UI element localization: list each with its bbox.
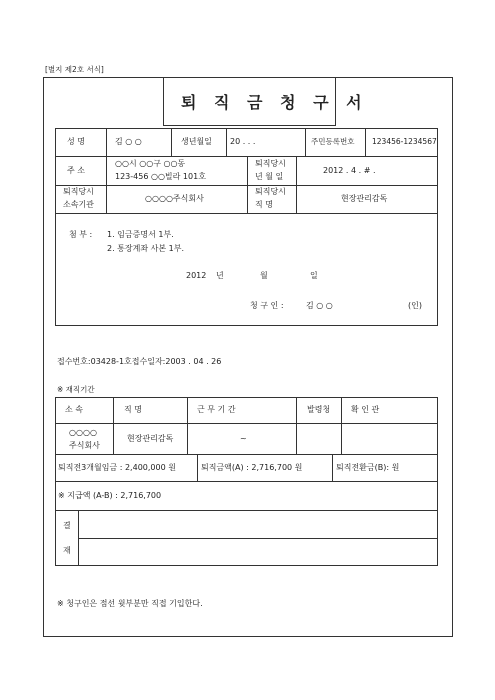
name-value: 김 ○ ○ — [115, 137, 142, 146]
retire-date-label1: 퇴직당시 — [255, 159, 286, 168]
tenure-header-period: 근 무 기 간 — [197, 405, 236, 414]
birth-value: 20 . . . — [230, 137, 256, 146]
tenure-header-issuer: 발령청 — [307, 405, 331, 414]
form-tag: [별지 제2호 서식] — [45, 65, 104, 74]
receipt-info: 접수번호:03428-1호접수일자:2003 . 04 . 26 — [57, 357, 222, 366]
tenure-header-org: 소 속 — [65, 405, 83, 414]
approval-char-1: 결 — [63, 521, 71, 530]
payment-amount: ※ 지급액 (A-B) : 2,716,700 — [58, 491, 162, 500]
date-year-unit: 년 — [216, 271, 224, 280]
date-month-unit: 월 — [260, 271, 268, 280]
position-label1: 퇴직당시 — [255, 187, 286, 196]
org-value: ○○○○주식회사 — [145, 194, 204, 203]
name-label: 성 명 — [67, 137, 85, 146]
id-value: 123456-1234567 — [372, 137, 437, 146]
tenure-header-verifier: 확 인 관 — [351, 405, 380, 414]
address-label: 주 소 — [67, 166, 85, 175]
attachments-label: 첨 부 : — [69, 230, 93, 239]
org-label2: 소속기관 — [63, 200, 94, 209]
address-line2: 123-456 ○○빌라 101호 — [115, 172, 206, 181]
tenure-org-line1: ○○○○ — [69, 428, 97, 437]
address-line1: ○○시 ○○구 ○○동 — [115, 159, 186, 168]
claimant-label: 청 구 인 : — [250, 301, 284, 310]
retire-date-value: 2012 . 4 . # . — [323, 166, 376, 175]
avg-wage: 퇴직전3개월임금 : 2,400,000 원 — [58, 463, 176, 472]
attachment-item-2: 2. 통장계좌 사본 1부. — [107, 244, 184, 253]
position-label2: 직 명 — [255, 200, 273, 209]
retire-date-label2: 년 월 일 — [255, 172, 284, 181]
tenure-position: 현장관리감독 — [127, 434, 174, 443]
refund-amount: 퇴직전환금(B): 원 — [336, 463, 400, 472]
tenure-header-position: 직 명 — [124, 405, 142, 414]
id-label: 주민등록번호 — [311, 137, 355, 146]
birth-label: 생년월일 — [181, 137, 212, 146]
approval-char-2: 재 — [63, 546, 71, 555]
date-year: 2012 — [186, 271, 207, 280]
attachment-item-1: 1. 임금증명서 1부. — [107, 230, 174, 239]
severance-amount: 퇴직금액(A) : 2,716,700 원 — [201, 463, 303, 472]
footnote: ※ 청구인은 점선 윗부분만 직접 기입한다. — [57, 599, 203, 608]
org-label1: 퇴직당시 — [63, 187, 94, 196]
tenure-heading: ※ 재직기간 — [57, 385, 95, 394]
tenure-org-line2: 주식회사 — [69, 441, 100, 450]
claimant-seal: (인) — [408, 301, 422, 310]
date-day-unit: 일 — [310, 271, 318, 280]
tenure-period: ~ — [240, 434, 247, 443]
claimant-name: 김 ○ ○ — [306, 301, 333, 310]
page-title: 퇴 직 금 청 구 서 — [181, 93, 368, 112]
position-value: 현장관리감독 — [341, 194, 388, 203]
